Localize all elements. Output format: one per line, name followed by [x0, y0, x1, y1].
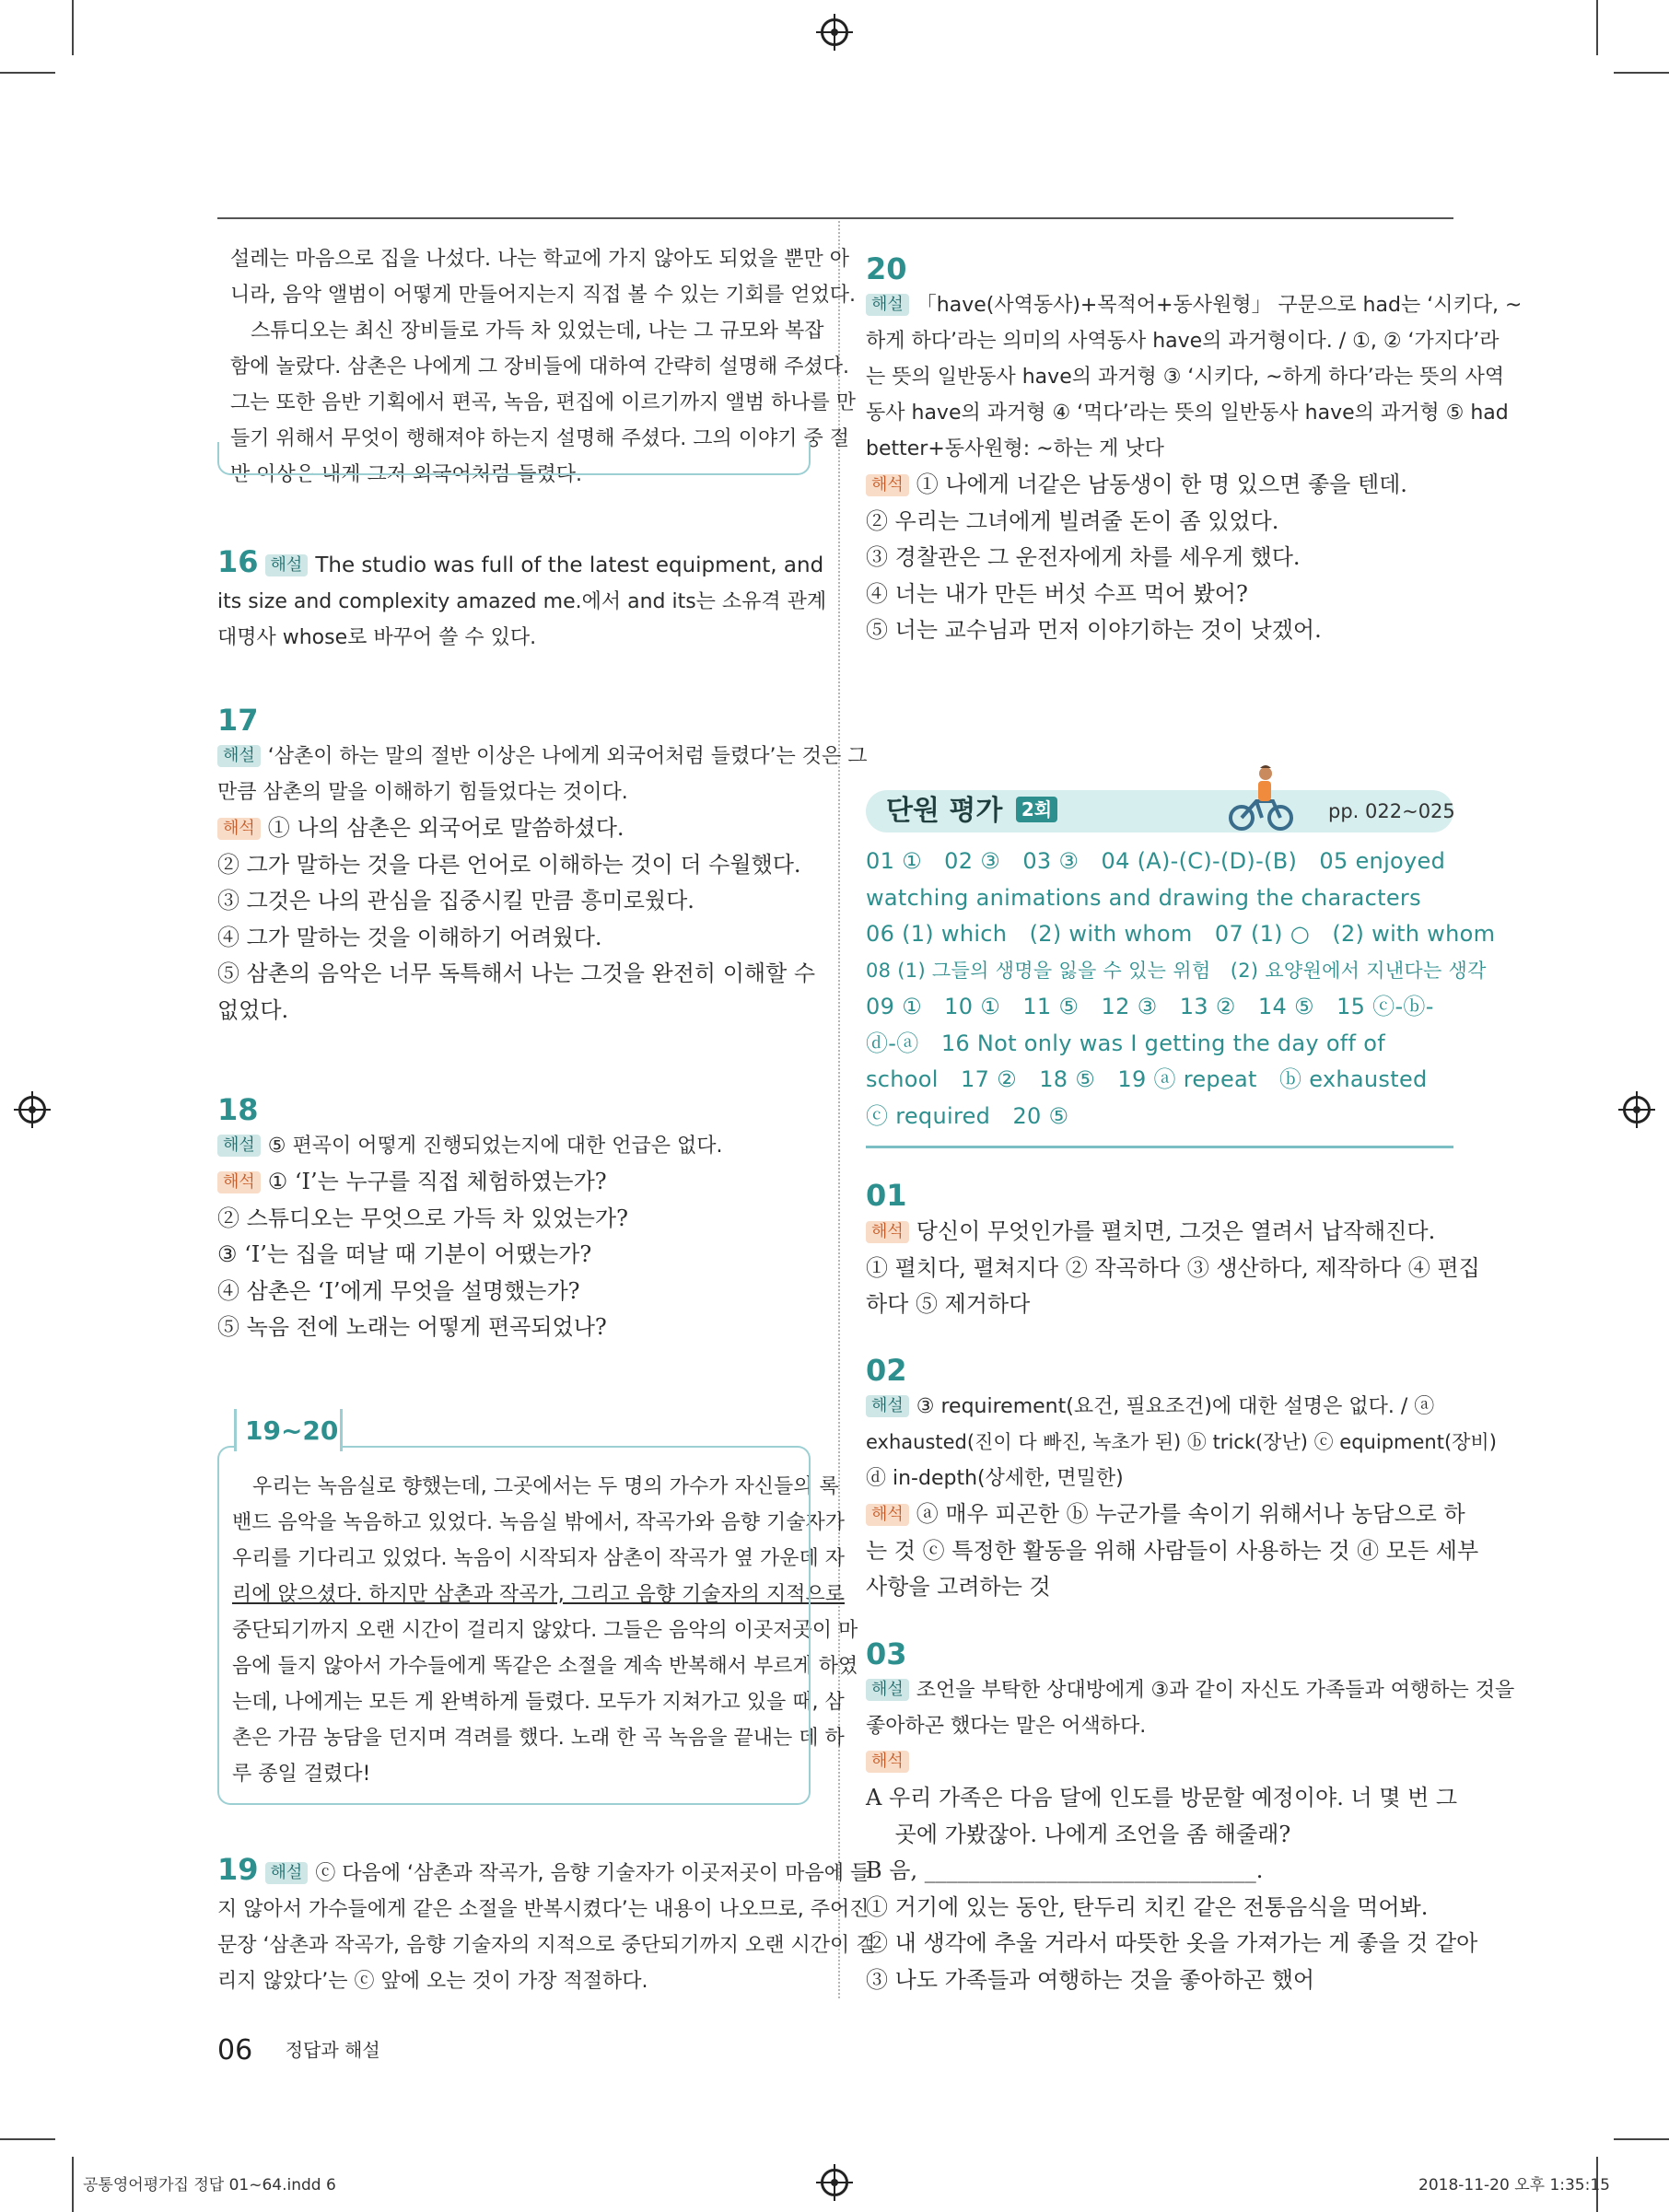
question-number: 16: [217, 544, 259, 579]
crop-mark: [1614, 2138, 1669, 2140]
q03-explain-line: 좋아하곤 했다는 말은 어색하다.: [866, 1715, 1147, 1738]
q20-explain-line: better+동사원형: ~하는 게 낫다: [866, 437, 1164, 460]
answer-line: 08 (1) 그들의 생명을 잃을 수 있는 위험 (2) 요양원에서 지낸다는 생각: [866, 959, 1487, 982]
q02-block: [866, 1352, 1497, 1606]
q17-option: ① 나의 삼촌은 외국어로 말씀하셨다.: [267, 815, 624, 841]
slug-filename: 공통영어평가집 정답 01~64.indd 6: [83, 2176, 336, 2195]
q18-option: ⑤ 녹음 전에 노래는 어떻게 편곡되었나?: [217, 1314, 607, 1340]
q01-line: ① 펼치다, 펼쳐지다 ② 작곡하다 ③ 생산하다, 제작하다 ④ 편집: [866, 1254, 1480, 1281]
q19-line: 문장 ‘삼촌과 작곡가, 음향 기술자의 지적으로 중단되기까지 오랜 시간이 걸: [217, 1934, 876, 1957]
q20-explain-line: 동사 have의 과거형 ④ ‘먹다’라는 뜻의 일반동사 have의 과거형 ⑤ had: [866, 402, 1509, 425]
q20-option: ① 나에게 너같은 남동생이 한 명 있으면 좋을 텐데.: [916, 472, 1407, 497]
cyclist-icon: [1225, 763, 1299, 832]
q18-option: ② 스튜디오는 무엇으로 가득 차 있었는가?: [217, 1205, 628, 1231]
registration-mark-icon: [821, 18, 848, 46]
q01-block: [866, 1177, 1480, 1323]
passage-line: 루 종일 걸렸다!: [232, 1763, 371, 1786]
answer-line: 09 ① 10 ① 11 ⑤ 12 ③ 13 ② 14 ⑤ 15 ⓒ-ⓑ-: [866, 994, 1434, 1019]
passage-line: 음에 들지 않아서 가수들에게 똑같은 소절을 계속 반복해서 부르게 하였: [232, 1655, 858, 1678]
question-number: 17: [217, 703, 259, 738]
q17-option: 없었다.: [217, 996, 289, 1023]
passage-line: 촌은 가끔 농담을 던지며 격려를 했다. 노래 한 곡 녹음을 끝내는 데 하: [232, 1727, 845, 1750]
passage-box-bottom: [217, 1461, 858, 1805]
answer-line: watching animations and drawing the characters: [866, 884, 1421, 911]
q17-explain-line: ‘삼촌이 하는 말의 절반 이상은 나에게 외국어처럼 들렸다’는 것은 그: [267, 745, 868, 768]
q20-option: ⑤ 너는 교수님과 먼저 이야기하는 것이 낫겠어.: [866, 617, 1322, 643]
crop-mark: [1614, 72, 1669, 74]
registration-mark-icon: [821, 2169, 848, 2196]
passage-line: 밴드 음악을 녹음하고 있었다. 녹음실 밖에서, 작곡가와 음향 기술자가: [232, 1511, 845, 1534]
q17-option: ② 그가 말하는 것을 다른 언어로 이해하는 것이 더 수월했다.: [217, 851, 801, 878]
explain-tag: 해설: [866, 1679, 909, 1701]
translation-tag: 해석: [866, 474, 909, 496]
q02-option: 는 것 ⓒ 특정한 활동을 위해 사람들이 사용하는 것 ⓓ 모든 세부: [866, 1537, 1479, 1564]
answer-key: [866, 844, 1496, 1135]
top-rule: [217, 217, 1453, 219]
story-line: 그는 또한 음반 기획에서 편곡, 녹음, 편집에 이르기까지 앨범 하나를 만: [230, 391, 856, 414]
unit-header-title: [886, 792, 1057, 831]
story-box-border: [217, 442, 811, 475]
page-number: 06: [217, 2034, 253, 2066]
q20-explain-line: 는 뜻의 일반동사 have의 과거형 ③ ‘시키다, ~하게 하다’라는 뜻의 사역: [866, 366, 1505, 389]
question-number: 20: [866, 251, 907, 286]
dialog-a-line: A 우리 가족은 다음 달에 인도를 방문할 예정이야. 너 몇 번 그: [866, 1785, 1458, 1810]
q18-block: [217, 1091, 811, 1346]
explain-tag: 해설: [866, 294, 909, 316]
unit-title: 단원 평가: [886, 795, 1003, 827]
answer-line: 06 (1) which (2) with whom 07 (1) ○ (2) with whom: [866, 921, 1496, 947]
q20-option: ③ 경찰관은 그 운전자에게 차를 세우게 했다.: [866, 544, 1301, 570]
q17-explain-line: 만큼 삼촌의 말을 이해하기 힘들었다는 것이다.: [217, 781, 628, 804]
question-number: 01: [866, 1178, 907, 1213]
q17-block: [217, 702, 868, 1029]
q03-option: ② 내 생각에 추울 거라서 따뜻한 옷을 가져가는 게 좋을 것 같아: [866, 1930, 1478, 1956]
q18-option: ③ ‘I’는 집을 떠날 때 기분이 어땠는가?: [217, 1241, 592, 1267]
translation-tag: 해석: [866, 1751, 909, 1773]
story-line: 함에 놀랐다. 삼촌은 나에게 그 장비들에 대하여 간략히 설명해 주셨다.: [230, 355, 849, 378]
crop-mark: [0, 72, 55, 74]
q02-explain-line: ③ requirement(요건, 필요조건)에 대한 설명은 없다. / ⓐ: [916, 1395, 1435, 1418]
answer-line: 01 ① 02 ③ 03 ③ 04 (A)-(C)-(D)-(B) 05 enjoyed: [866, 848, 1446, 874]
q20-explain-line: 하게 하다’라는 의미의 사역동사 have의 과거형이다. / ①, ② ‘가지다’라: [866, 330, 1500, 353]
story-line: 스튜디오는 최신 장비들로 가득 차 있었는데, 나는 그 규모와 복잡: [230, 320, 824, 343]
answer-key-rule: [866, 1146, 1453, 1148]
q20-option: ② 우리는 그녀에게 빌려줄 돈이 좀 있었다.: [866, 507, 1279, 534]
dialog-b-line: B 음, ______________________________.: [866, 1857, 1264, 1883]
q16-line: The studio was full of the latest equipment, and: [315, 553, 824, 577]
story-line: 들기 위해서 무엇이 행해져야 하는지 설명해 주셨다. 그의 이야기 중 절: [230, 427, 849, 450]
explain-tag: 해설: [866, 1395, 909, 1417]
question-number: 18: [217, 1092, 259, 1127]
story-line: 반 이상은 내게 그저 외국어처럼 들렸다.: [230, 463, 582, 486]
translation-tag: 해석: [217, 1171, 261, 1193]
dialog-a-line: 곳에 가봤잖아. 나에게 조언을 좀 해줄래?: [866, 1821, 1291, 1847]
q02-explain-line: exhausted(진이 다 빠진, 녹초가 된) ⓑ trick(장난) ⓒ equipment(장비): [866, 1431, 1497, 1453]
passage-line: 리에 앉으셨다. 하지만 삼촌과 작곡가, 그리고 음향 기술자의 지적으로: [232, 1583, 845, 1606]
q02-option: ⓐ 매우 피곤한 ⓑ 누군가를 속이기 위해서나 농담으로 하: [916, 1501, 1465, 1527]
explain-tag: 해설: [265, 554, 309, 576]
footer-label: 정답과 해설: [285, 2039, 380, 2061]
registration-mark-icon: [18, 1096, 46, 1123]
q03-option: ③ 나도 가족들과 여행하는 것을 좋아하곤 했어: [866, 1966, 1315, 1993]
crop-mark: [1596, 0, 1598, 55]
slug-date: 2018-11-20 오후 1:35:15: [1418, 2176, 1610, 2195]
q17-option: ⑤ 삼촌의 음악은 너무 독특해서 나는 그것을 완전히 이해할 수: [217, 960, 816, 986]
q17-option: ④ 그가 말하는 것을 이해하기 어려웠다.: [217, 924, 602, 950]
story-line: 설레는 마음으로 집을 나섰다. 나는 학교에 가지 않아도 되었을 뿐만 아: [230, 248, 849, 271]
q19-block: [217, 1851, 876, 1999]
q03-explain-line: 조언을 부탁한 상대방에게 ③과 같이 자신도 가족들과 여행하는 것을: [916, 1679, 1515, 1702]
answer-line: ⓒ required 20 ⑤: [866, 1102, 1069, 1129]
unit-round-badge: 2회: [1016, 797, 1057, 822]
translation-tag: 해석: [217, 818, 261, 840]
q18-explain: ⑤ 편곡이 어떻게 진행되었는지에 대한 언급은 없다.: [267, 1135, 723, 1158]
explain-tag: 해설: [217, 745, 261, 767]
q20-explain-line: 「have(사역동사)+목적어+동사원형」 구문으로 had는 ‘시키다, ~: [916, 294, 1523, 317]
q19-line: ⓒ 다음에 ‘삼촌과 작곡가, 음향 기술자가 이곳저곳이 마음에 들: [315, 1862, 870, 1885]
q19-line: 리지 않았다’는 ⓒ 앞에 오는 것이 가장 적절하다.: [217, 1970, 648, 1993]
page-footer: [217, 2032, 380, 2069]
question-number: 19: [217, 1852, 259, 1887]
q16-line: 대명사 whose로 바꾸어 쓸 수 있다.: [217, 626, 537, 649]
crop-mark: [0, 2138, 55, 2140]
q16-line: its size and complexity amazed me.에서 and its는 소유격 관계: [217, 590, 827, 613]
explain-tag: 해설: [265, 1862, 309, 1884]
crop-mark: [72, 2157, 74, 2212]
passage-line: 우리는 녹음실로 향했는데, 그곳에서는 두 명의 가수가 자신들의 록: [232, 1475, 839, 1498]
q18-option: ④ 삼촌은 ‘I’에게 무엇을 설명했는가?: [217, 1277, 580, 1304]
passage-line: 중단되기까지 오랜 시간이 걸리지 않았다. 그들은 음악의 이곳저곳이 마: [232, 1619, 858, 1642]
q19-line: 지 않아서 가수들에게 같은 소절을 반복시켰다’는 내용이 나오므로, 주어진: [217, 1898, 870, 1921]
passage-box-title: 19~20: [245, 1415, 339, 1446]
translation-tag: 해석: [866, 1221, 909, 1243]
story-line: 니라, 음악 앨범이 어떻게 만들어지는지 직접 볼 수 있는 기회를 얻었다.: [230, 284, 856, 307]
q03-block: [866, 1636, 1515, 1998]
answer-line: school 17 ② 18 ⑤ 19 ⓐ repeat ⓑ exhausted: [866, 1066, 1428, 1092]
crop-mark: [72, 0, 74, 55]
q20-block: [866, 250, 1523, 649]
passage-line: 는데, 나에게는 모든 게 완벽하게 들렸다. 모두가 지쳐가고 있을 때, 삼: [232, 1691, 845, 1714]
explain-tag: 해설: [217, 1135, 261, 1157]
translation-tag: 해석: [866, 1504, 909, 1526]
question-number: 02: [866, 1353, 907, 1388]
q18-option: ① ‘I’는 누구를 직접 체험하였는가?: [267, 1169, 607, 1194]
q20-option: ④ 너는 내가 만든 버섯 수프 먹어 봤어?: [866, 580, 1248, 607]
q02-option: 사항을 고려하는 것: [866, 1574, 1051, 1600]
q03-option: ① 거기에 있는 동안, 탄두리 치킨 같은 전통음식을 먹어봐.: [866, 1893, 1429, 1920]
unit-pages: pp. 022~025: [1328, 800, 1455, 822]
q01-line: 당신이 무엇인가를 펼치면, 그것은 열려서 납작해진다.: [916, 1218, 1436, 1244]
question-number: 03: [866, 1636, 907, 1671]
q02-explain-line: ⓓ in-depth(상세한, 면밀한): [866, 1467, 1124, 1490]
passage-line: 우리를 기다리고 있었다. 녹음이 시작되자 삼촌이 작곡가 옆 가운데 자: [232, 1547, 845, 1570]
q16-block: [217, 543, 827, 656]
q01-line: 하다 ⑤ 제거하다: [866, 1291, 1031, 1317]
q17-option: ③ 그것은 나의 관심을 집중시킬 만큼 흥미로웠다.: [217, 888, 694, 914]
registration-mark-icon: [1623, 1096, 1651, 1123]
answer-line: ⓓ-ⓐ 16 Not only was I getting the day off of: [866, 1030, 1385, 1056]
